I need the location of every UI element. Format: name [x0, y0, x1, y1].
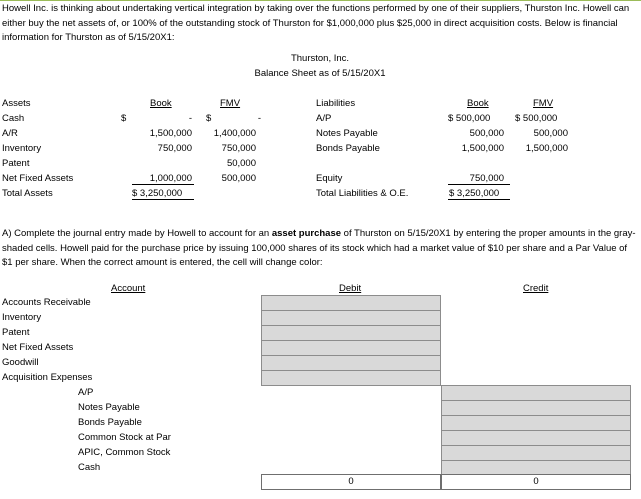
liability-fmv-value: $ 500,000: [515, 113, 558, 124]
asset-book-value: -: [188, 113, 192, 124]
debit-total-value: 0: [348, 476, 354, 487]
assets-total-line: [132, 199, 194, 200]
liability-label: Bonds Payable: [316, 143, 380, 154]
asset-fmv-sign: $: [206, 113, 212, 124]
assets-fmv-header: FMV: [220, 98, 241, 109]
asset-book-value: 750,000: [157, 143, 192, 154]
liabilities-total-line: [448, 199, 510, 200]
asset-fmv-value: 750,000: [221, 143, 256, 154]
credit-account-label: Cash: [78, 462, 101, 473]
liability-fmv-value: 500,000: [533, 128, 568, 139]
debit-input-net-fixed-assets[interactable]: [261, 340, 441, 356]
liabilities-subtotal-line: [448, 184, 510, 185]
liability-label: Equity: [316, 173, 343, 184]
debit-account-label: Acquisition Expenses: [2, 372, 93, 383]
asset-book-value: 1,500,000: [149, 128, 192, 139]
liability-total-value: $ 3,250,000: [449, 188, 500, 199]
liability-book-value: $ 500,000: [448, 113, 491, 124]
debit-account-label: Net Fixed Assets: [2, 342, 74, 353]
credit-account-label: A/P: [78, 387, 94, 398]
asset-fmv-value: 1,400,000: [213, 128, 256, 139]
liability-label: Notes Payable: [316, 128, 378, 139]
credit-input-common-stock-par[interactable]: [441, 430, 631, 446]
asset-label: A/R: [2, 128, 18, 139]
debit-input-accounts-receivable[interactable]: [261, 295, 441, 311]
asset-label: Net Fixed Assets: [2, 173, 74, 184]
debit-header: Debit: [339, 283, 362, 294]
account-header: Account: [111, 283, 146, 294]
debit-input-inventory[interactable]: [261, 310, 441, 326]
credit-input-ap[interactable]: [441, 385, 631, 401]
credit-account-label: APIC, Common Stock: [78, 447, 171, 458]
liabilities-fmv-header: FMV: [533, 98, 554, 109]
credit-total-value: 0: [533, 476, 539, 487]
credit-input-notes-payable[interactable]: [441, 400, 631, 416]
assets-header: Assets: [2, 98, 31, 109]
asset-label: Inventory: [2, 143, 42, 154]
company-name: Thurston, Inc.: [290, 53, 350, 64]
debit-account-label: Inventory: [2, 312, 42, 323]
credit-header: Credit: [523, 283, 549, 294]
assets-book-header: Book: [150, 98, 172, 109]
credit-account-label: Common Stock at Par: [78, 432, 171, 443]
liability-label: A/P: [316, 113, 332, 124]
liabilities-book-header: Book: [467, 98, 489, 109]
asset-book-sign: $: [121, 113, 127, 124]
asset-label: Patent: [2, 158, 30, 169]
asset-fmv-value: 50,000: [226, 158, 256, 169]
asset-total-value: $ 3,250,000: [132, 188, 183, 199]
credit-input-apic-common-stock[interactable]: [441, 445, 631, 461]
debit-account-label: Accounts Receivable: [2, 297, 91, 308]
credit-account-label: Bonds Payable: [78, 417, 142, 428]
assets-subtotal-line: [132, 184, 194, 185]
asset-book-value: 1,000,000: [149, 173, 192, 184]
credit-account-label: Notes Payable: [78, 402, 140, 413]
debit-account-label: Goodwill: [2, 357, 39, 368]
debit-input-goodwill[interactable]: [261, 355, 441, 371]
liability-fmv-value: 1,500,000: [525, 143, 568, 154]
liability-book-value: 500,000: [469, 128, 504, 139]
instructions-text: A) Complete the journal entry made by Howell to account for an asset purchase of Thurston on 5/15/20X1 by entering the proper amounts in the gray-shaded cells. Howell paid for the purchase price by issuing 100,000 shares of its stock which had a market value of $10 per share and a Par Value of $1 per share. When the correct amount is entered, the cell will change color:: [2, 228, 636, 268]
liabilities-header: Liabilities: [316, 98, 356, 109]
asset-label: Cash: [2, 113, 25, 124]
intro-text: Howell Inc. is thinking about undertaking vertical integration by taking over the functions performed by one of their suppliers, Thurston Inc. Howell can either buy the net assets of, or 100% of the outstanding stock of Thurston for $1,000,000 plus $25,000 in direct acquisition costs. Below is financial information for Thurston as of 5/15/20X1:: [2, 3, 630, 43]
asset-label: Total Assets: [2, 188, 53, 199]
debit-input-patent[interactable]: [261, 325, 441, 341]
credit-input-bonds-payable[interactable]: [441, 415, 631, 431]
balance-sheet-title: Balance Sheet as of 5/15/20X1: [254, 68, 386, 79]
liability-book-value: 750,000: [469, 173, 504, 184]
debit-account-label: Patent: [2, 327, 30, 338]
liability-book-value: 1,500,000: [461, 143, 504, 154]
asset-fmv-value: -: [257, 113, 261, 124]
liability-label: Total Liabilities & O.E.: [316, 188, 409, 199]
asset-fmv-value: 500,000: [221, 173, 256, 184]
top-border-line: [0, 0, 641, 1]
debit-input-acquisition-expenses[interactable]: [261, 370, 441, 386]
